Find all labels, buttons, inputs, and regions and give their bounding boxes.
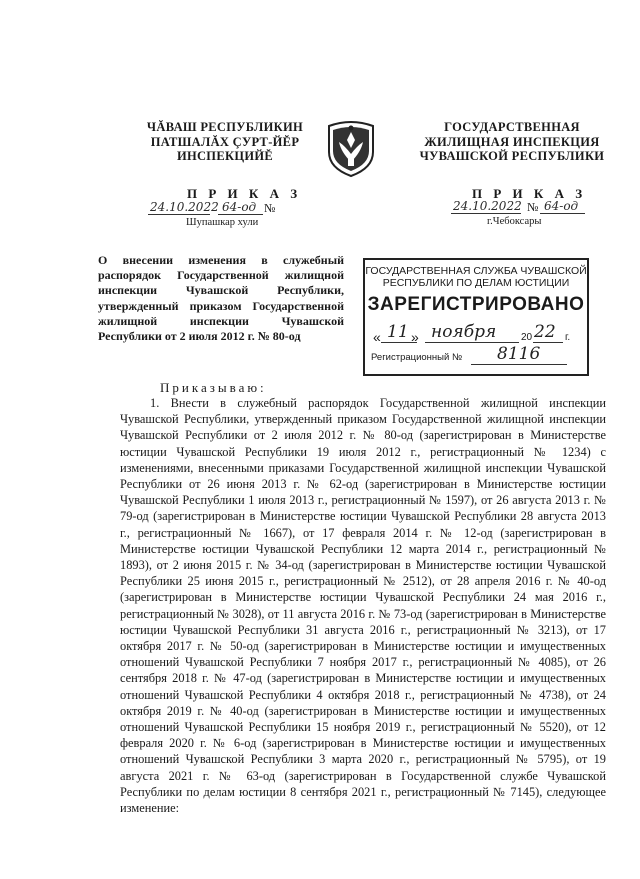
date-right-underline [451, 213, 521, 214]
header-left-line: ЧĂВАШ РЕСПУБЛИКИН [146, 120, 304, 134]
number-sign-right: № [527, 200, 539, 214]
stamp-year-prefix: 20 [521, 332, 533, 343]
date-left: 24.10.2022 [150, 200, 219, 214]
stamp-quote-close: » [411, 329, 419, 345]
number-right-underline [540, 213, 585, 214]
stamp-org-line: РЕСПУБЛИКИ ПО ДЕЛАМ ЮСТИЦИИ [382, 277, 570, 289]
date-right: 24.10.2022 [453, 199, 522, 213]
stamp-organization [365, 265, 587, 289]
emblem-icon [324, 118, 378, 178]
order-body-paragraph: 1. Внести в служебный распорядок Государственной жилищной инспекции Чувашской Республики, утвержденный приказом Государственной жилищной инспекции Чувашской Республики от 2 июля 2012 г. № 80-од (зарегистрирован в Министерстве юстиции Чувашской Республики 19 июля 2012 г., регистрационный № 1234) с изменениями, внесенными приказами Государственной жилищной инспекции Чувашской Республики от 26 июня 2013 г. № 62-од (зарегистрирован в Министерстве юстиции Чувашской Республики 1 июля 2013 г., регистрационный № 1597), от 26 августа 2013 г. № 79-од (зарегистрирован в Министерстве юстиции Чувашской Республики 28 августа 2013 г., регистрационный № 1667), от 17 февраля 2014 г. № 12-од (зарегистрирован в Министерстве юстиции Чувашской Республики 12 марта 2014 г., регистрационный № 1893), от 2 июня 2015 г. № 34-од (зарегистрирован в Министерстве юстиции Чувашской Республики 25 июня 2015 г., регистрационный № 2512), от 28 апреля 2016 г. № 40-од (зарегистрирован в Министерстве юстиции Чувашской Республики 24 мая 2016 г., регистрационный № 3028), от 11 августа 2016 г. № 73-од (зарегистрирован в Министерстве юстиции Чувашской Республики 31 августа 2016 г., регистрационный № 3213), от 17 октября 2017 г. № 50-од (зарегистрирован в Министерстве юстиции и имущественных отношений Чувашской Республики 7 ноября 2017 г., регистрационный № 4085), от 26 сентября 2018 г. № 47-од (зарегистрирован в Министерстве юстиции и имущественных отношений Чувашской Республики 4 октября 2018 г., регистрационный № 4738), от 24 октября 2019 г. № 40-од (зарегистрирован в Министерстве юстиции и имущественных отношений Чувашской Республики 15 ноября 2019 г., регистрационный № 5520), от 12 февраля 2020 г. № 6-од (зарегистрирован в Министерстве юстиции и имущественных отношений Чувашской Республики 3 марта 2020 г., регистрационный № 5795), от 19 августа 2021 г. № 63-од (зарегистрирован в Государственной службе Чувашской Республики по делам юстиции 8 сентября 2021 г., регистрационный № 7145), следующее изменение: [120, 396, 606, 816]
stamp-year-line [533, 342, 563, 343]
prikaz-label-right: П Р И К А З [472, 186, 587, 201]
prikaz-label-left: П Р И К А З [187, 186, 302, 201]
stamp-year-unit: г. [565, 332, 571, 343]
stamp-day: 11 [387, 322, 409, 342]
stamp-year-suffix: 22 [534, 322, 556, 342]
number-left-underline [218, 214, 263, 215]
stamp-registered: ЗАРЕГИСТРИРОВАНО [367, 294, 585, 315]
header-right-line: ГОСУДАРСТВЕННАЯ [444, 120, 580, 134]
order-subject: О внесении изменения в служебный распорядок Государственной жилищной инспекции Чувашской Республики, утвержденный приказом Государственной жилищной инспекции Чувашской Республики от 2 июля 2012 г. № 80-од [98, 253, 344, 344]
stamp-day-line [381, 342, 417, 343]
header-left-line: ИНСПЕКЦИЙĔ [176, 149, 274, 163]
registration-stamp [363, 258, 589, 376]
stamp-reg-number: 8116 [497, 344, 541, 364]
header-left-line: ПАТШАЛĂХ ÇУРТ-ЙĔР [150, 134, 300, 149]
stamp-quote-open: « [373, 329, 381, 345]
stamp-month-line [425, 342, 519, 343]
city-left: Шупашкар хули [186, 217, 259, 228]
city-right: г.Чебоксары [487, 216, 542, 227]
stamp-reg-line [471, 364, 567, 365]
stamp-org-line: ГОСУДАРСТВЕННАЯ СЛУЖБА ЧУВАШСКОЙ [365, 265, 587, 277]
header-right-org [412, 120, 612, 164]
header-right-line: ЖИЛИЩНАЯ ИНСПЕКЦИЯ [424, 134, 600, 149]
number-left: 64-од [222, 200, 257, 214]
date-left-underline [148, 214, 210, 215]
number-right: 64-од [544, 199, 579, 213]
header-right-line: ЧУВАШСКОЙ РЕСПУБЛИКИ [419, 149, 605, 163]
number-sign-left: № [264, 201, 276, 215]
stamp-reg-label: Регистрационный № [371, 352, 463, 363]
order-lead: Приказываю: [160, 380, 267, 395]
stamp-month: ноября [431, 322, 497, 342]
header-left-org [130, 120, 320, 164]
